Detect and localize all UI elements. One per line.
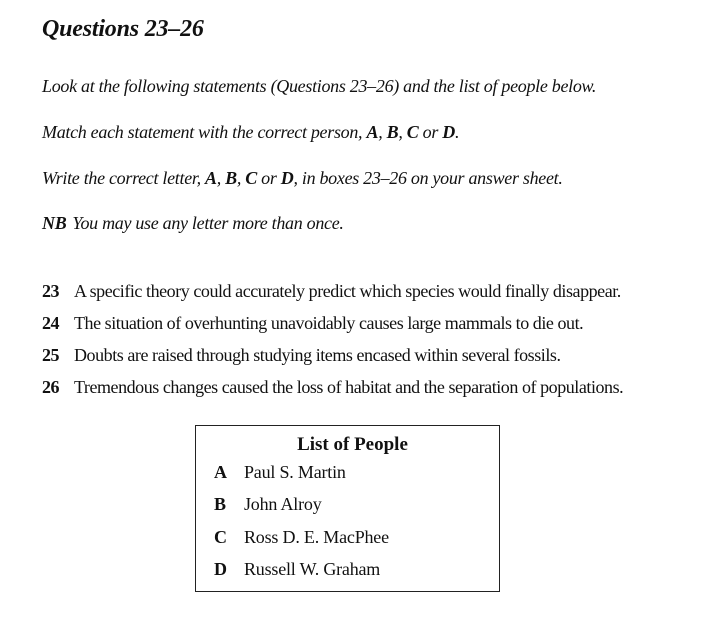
- question-row-26: [42, 371, 702, 403]
- page-heading: Questions 23–26: [42, 16, 204, 42]
- person-name: John Alroy: [244, 494, 322, 515]
- letter-b: B: [225, 168, 237, 188]
- instruction-text-end: , in boxes 23–26 on your answer sheet.: [293, 168, 563, 188]
- separator: ,: [216, 168, 226, 188]
- letter-c: C: [245, 168, 257, 188]
- question-row-24: [42, 307, 702, 339]
- nb-label: NB: [42, 213, 67, 233]
- letter-a: A: [366, 122, 379, 142]
- letter-d: D: [442, 122, 455, 142]
- question-list: [42, 275, 702, 403]
- letter-a: A: [205, 168, 217, 188]
- person-row-a: [196, 456, 499, 489]
- instruction-line-2: [42, 122, 459, 143]
- letter-b: B: [386, 122, 399, 142]
- letter-d: D: [280, 168, 294, 188]
- question-row-23: [42, 275, 702, 307]
- question-text: The situation of overhunting unavoidably causes large mammals to die out.: [74, 312, 584, 333]
- person-name: Russell W. Graham: [244, 559, 381, 580]
- question-number: 26: [42, 376, 60, 397]
- question-text: Tremendous changes caused the loss of habitat and the separation of populations.: [74, 376, 624, 397]
- person-name: Ross D. E. MacPhee: [244, 526, 389, 547]
- question-text: A specific theory could accurately predict which species would finally disappear.: [74, 280, 621, 301]
- instruction-line-3: [42, 168, 563, 189]
- person-row-d: [196, 554, 499, 587]
- separator: ,: [236, 168, 246, 188]
- letter-c: C: [406, 122, 419, 142]
- person-row-b: [196, 489, 499, 522]
- person-letter: D: [214, 559, 227, 580]
- nb-note: [42, 213, 344, 234]
- instruction-text: Write the correct letter,: [42, 168, 205, 188]
- instruction-line-1: Look at the following statements (Questions 23–26) and the list of people below.: [42, 76, 597, 96]
- nb-text: You may use any letter more than once.: [72, 213, 344, 233]
- question-number: 24: [42, 312, 60, 333]
- person-name: Paul S. Martin: [244, 461, 346, 482]
- people-list-box: [195, 425, 500, 592]
- separator-or: or: [418, 122, 443, 142]
- question-number: 25: [42, 344, 60, 365]
- separator: ,: [378, 122, 387, 142]
- question-number: 23: [42, 280, 60, 301]
- person-row-c: [196, 521, 499, 554]
- separator-or: or: [256, 168, 281, 188]
- question-row-25: [42, 339, 702, 371]
- instruction-text: Match each statement with the correct person,: [42, 122, 367, 142]
- separator: ,: [398, 122, 407, 142]
- question-text: Doubts are raised through studying items encased within several fossils.: [74, 344, 561, 365]
- person-letter: C: [214, 526, 227, 547]
- separator-end: .: [454, 122, 460, 142]
- person-letter: B: [214, 494, 226, 515]
- person-letter: A: [214, 461, 227, 482]
- people-list-title: List of People: [297, 434, 408, 455]
